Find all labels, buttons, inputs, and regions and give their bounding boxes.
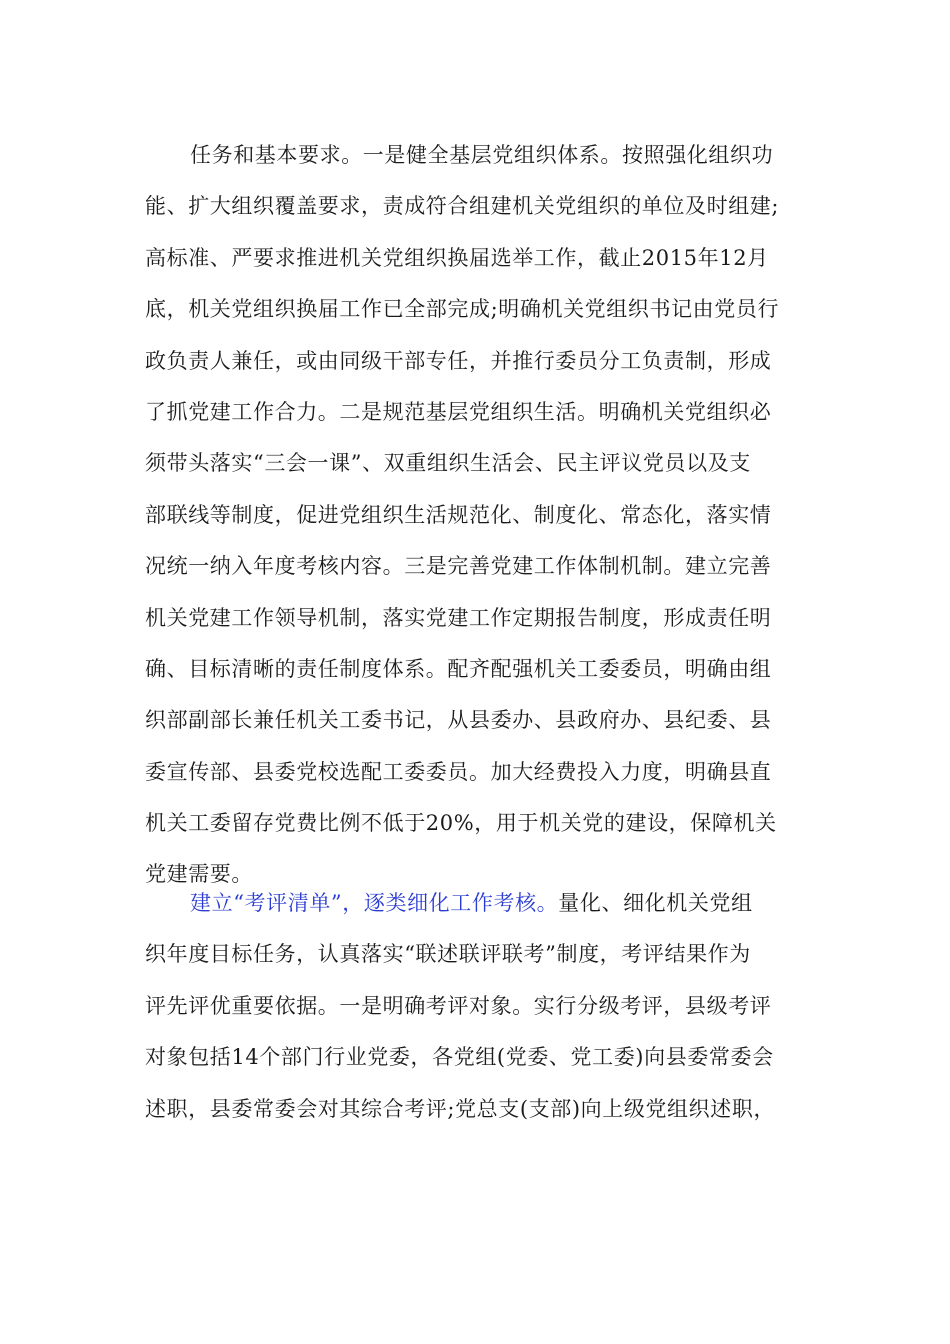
- paragraph-1: [145, 130, 810, 901]
- heading-continuation: 量化、细化机关党组: [558, 891, 753, 915]
- text-line: 党建需要。: [145, 862, 253, 887]
- section-heading: 建立“考评清单”，逐类细化工作考核。: [190, 891, 559, 915]
- text-line: 高标准、严要求推进机关党组织换届选举工作，截止2015年12月: [145, 245, 769, 270]
- text-line: 部联线等制度，促进党组织生活规范化、制度化、常态化，落实情: [145, 502, 772, 527]
- text-line: 须带头落实“三会一课”、双重组织生活会、民主评议党员以及支: [145, 451, 751, 476]
- text-line: 机关工委留存党费比例不低于20%，用于机关党的建设，保障机关: [145, 811, 777, 836]
- text-line: [145, 878, 810, 929]
- text-line: 政负责人兼任，或由同级干部专任，并推行委员分工负责制，形成: [145, 348, 772, 373]
- text-line: 底，机关党组织换届工作已全部完成;明确机关党组织书记由党员行: [145, 297, 780, 322]
- text-line: 确、目标清晰的责任制度体系。配齐配强机关工委委员，明确由组: [145, 656, 772, 681]
- text-line: 织年度目标任务，认真落实“联述联评联考”制度，考评结果作为: [145, 942, 751, 967]
- text-line: 述职，县委常委会对其综合考评;党总支(支部)向上级党组织述职，: [145, 1096, 776, 1121]
- text-line: 了抓党建工作合力。二是规范基层党组织生活。明确机关党组织必: [145, 399, 772, 424]
- text-line: 评先评优重要依据。一是明确考评对象。实行分级考评，县级考评: [145, 993, 772, 1018]
- text-line: 任务和基本要求。一是健全基层党组织体系。按照强化组织功: [190, 143, 774, 167]
- text-line: 对象包括14个部门行业党委，各党组(党委、党工委)向县委常委会: [145, 1045, 774, 1070]
- paragraph-2: [145, 878, 810, 1135]
- text-line: 织部副部长兼任机关工委书记，从县委办、县政府办、县纪委、县: [145, 708, 772, 733]
- text-line: 况统一纳入年度考核内容。三是完善党建工作体制机制。建立完善: [145, 554, 772, 579]
- text-line: 能、扩大组织覆盖要求，责成符合组建机关党组织的单位及时组建;: [145, 194, 780, 219]
- text-line: 委宣传部、县委党校选配工委委员。加大经费投入力度，明确县直: [145, 759, 772, 784]
- text-line: 机关党建工作领导机制，落实党建工作定期报告制度，形成责任明: [145, 605, 772, 630]
